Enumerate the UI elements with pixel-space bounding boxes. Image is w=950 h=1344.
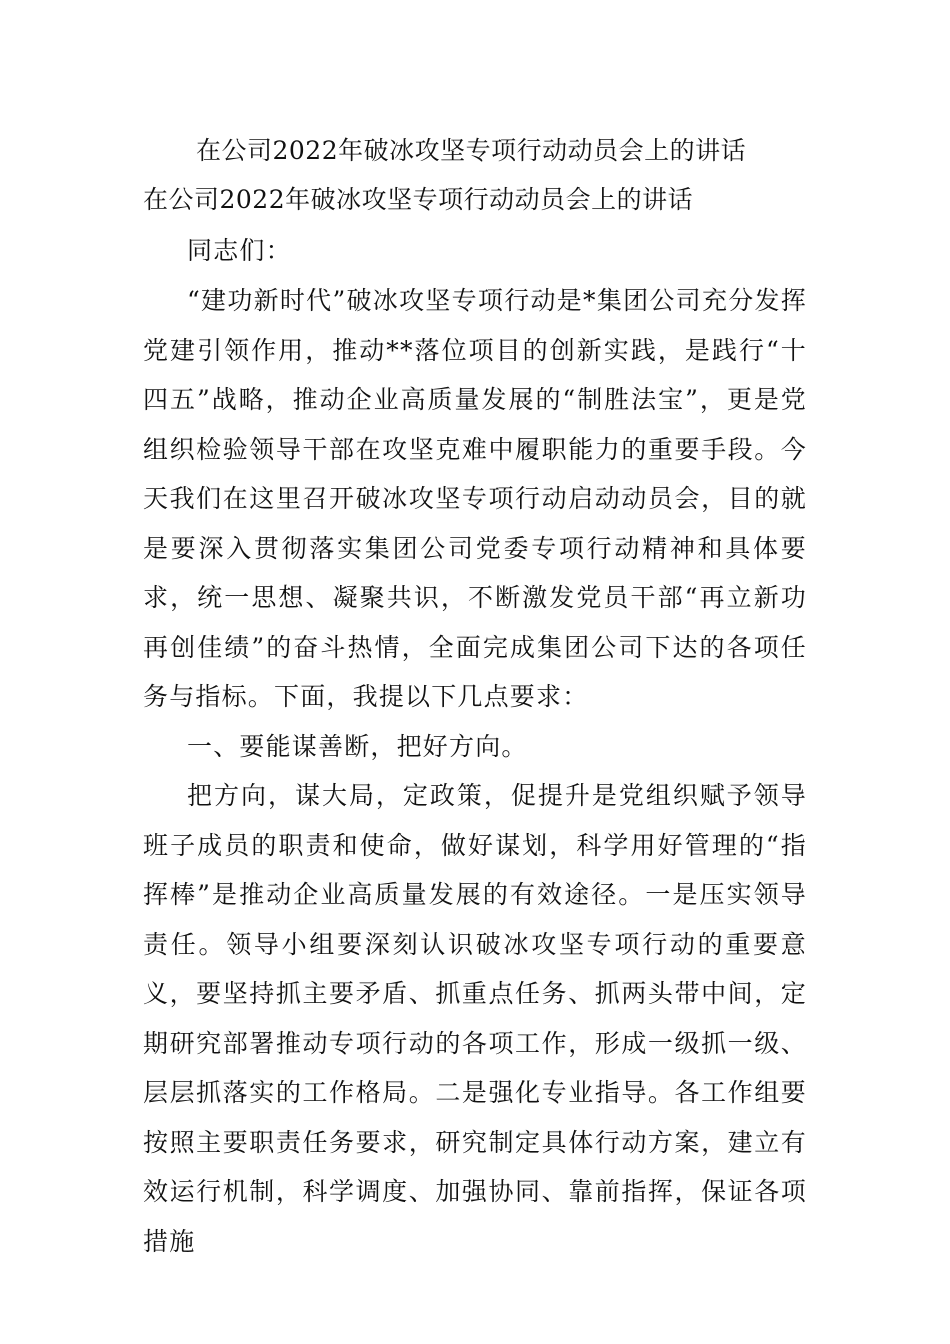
- document-title-line-1: 在公司2022年破冰攻坚专项行动动员会上的讲话: [196, 136, 747, 165]
- greeting: 同志们：: [187, 236, 292, 265]
- document-title-line-2: 在公司2022年破冰攻坚专项行动动员会上的讲话: [143, 185, 694, 214]
- section-1-heading: 一、要能谋善断，把好方向。: [187, 732, 528, 761]
- intro-paragraph: “建功新时代”破冰攻坚专项行动是*集团公司充分发挥党建引领作用，推动**落位项目的创新实践，是践行“十四五”战略，推动企业高质量发展的“制胜法宝”，更是党组织检验领导干部在攻坚克难中履职能力的重要手段。今天我们在这里召开破冰攻坚专项行动启动动员会，目的就是要深入贯彻落实集团公司党委专项行动精神和具体要求，统一思想、凝聚共识，不断激发党员干部“再立新功再创佳绩”的奋斗热情，全面完成集团公司下达的各项任务与指标。下面，我提以下几点要求：: [143, 286, 807, 711]
- section-1-paragraph: 把方向，谋大局，定政策，促提升是党组织赋予领导班子成员的职责和使命，做好谋划，科学用好管理的“指挥棒”是推动企业高质量发展的有效途径。一是压实领导责任。领导小组要深刻认识破冰攻坚专项行动的重要意义，要坚持抓主要矛盾、抓重点任务、抓两头带中间，定期研究部署推动专项行动的各项工作，形成一级抓一级、层层抓落实的工作格局。二是强化专业指导。各工作组要按照主要职责任务要求，研究制定具体行动方案，建立有效运行机制，科学调度、加强协同、靠前指挥，保证各项措施: [143, 781, 807, 1256]
